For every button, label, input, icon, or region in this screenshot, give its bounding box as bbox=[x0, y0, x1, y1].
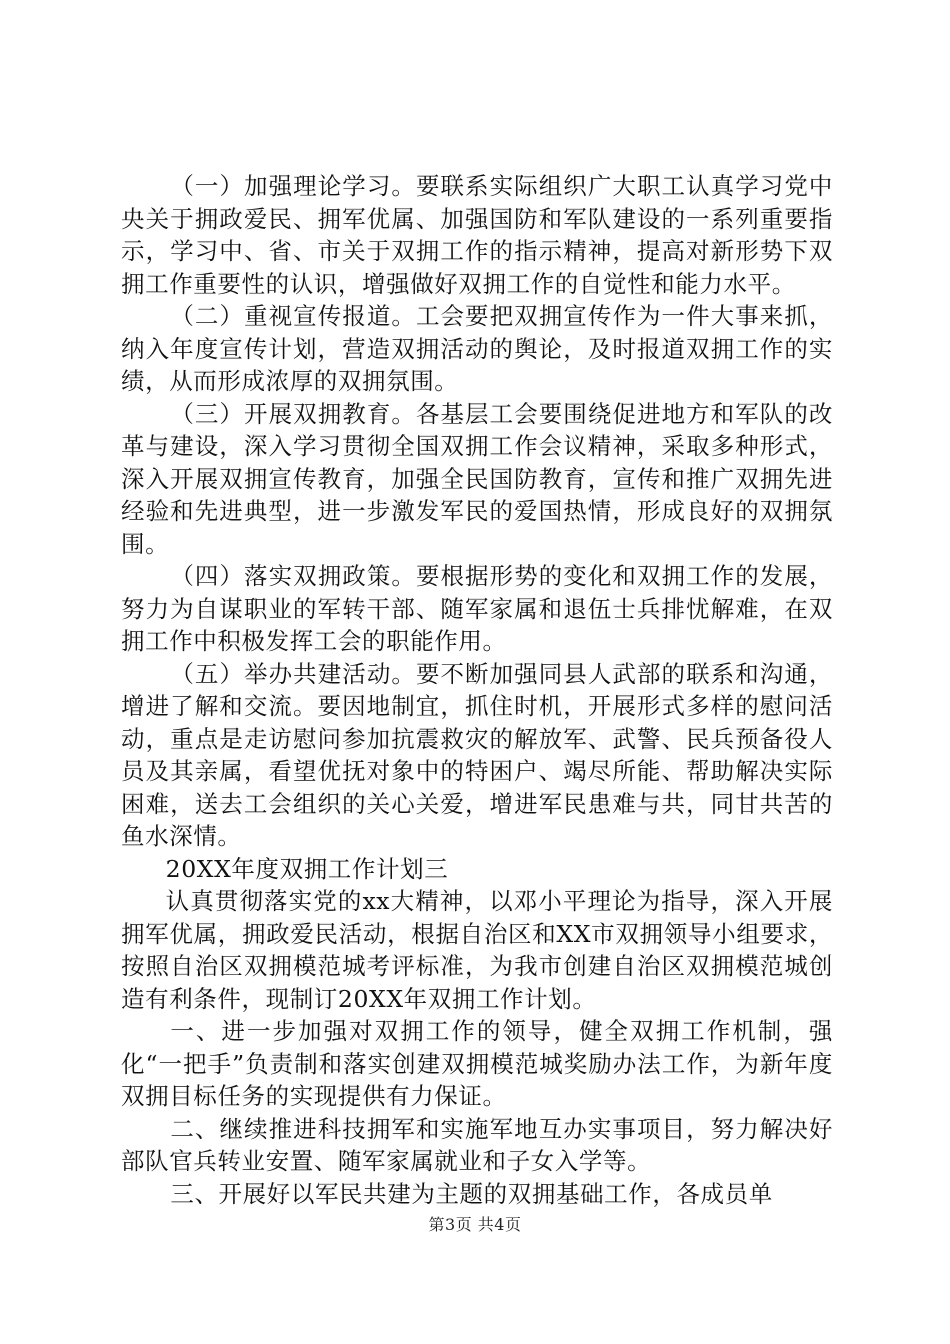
paragraph-joint-activities: （五）举办共建活动。要不断加强同县人武部的联系和沟通，增进了解和交流。要因地制宜，抓住时机，开展形式多样的慰问活动，重点是走访慰问参加抗震救灾的解放军、武警、民兵预备役人员及其亲属，看望优抚对象中的特困户、竭尽所能、帮助解决实际困难，送去工会组织的关心关爱，增进军民患难与共，同甘共苦的鱼水深情。 bbox=[121, 659, 833, 850]
paragraph-policy: （四）落实双拥政策。要根据形势的变化和双拥工作的发展，努力为自谋职业的军转干部、随军家属和退伍士兵排忧解难，在双拥工作中积极发挥工会的职能作用。 bbox=[121, 562, 833, 655]
paragraph-item-two: 二、继续推进科技拥军和实施军地互办实事项目，努力解决好部队官兵转业安置、随军家属就业和子女入学等。 bbox=[121, 1114, 833, 1175]
paragraph-item-three: 三、开展好以军民共建为主题的双拥基础工作，各成员单 bbox=[170, 1179, 773, 1208]
paragraph-theory-study: （一）加强理论学习。要联系实际组织广大职工认真学习党中央关于拥政爱民、拥军优属、加强国防和军队建设的一系列重要指示，学习中、省、市关于双拥工作的指示精神，提高对新形势下双拥工作重要性的认识，增强做好双拥工作的自觉性和能力水平。 bbox=[121, 172, 833, 298]
paragraph-education: （三）开展双拥教育。各基层工会要围绕促进地方和军队的改革与建设，深入学习贯彻全国双拥工作会议精神，采取多种形式，深入开展双拥宣传教育，加强全民国防教育，宣传和推广双拥先进经验和先进典型，进一步激发军民的爱国热情，形成良好的双拥氛围。 bbox=[121, 399, 833, 558]
paragraph-publicity: （二）重视宣传报道。工会要把双拥宣传作为一件大事来抓，纳入年度宣传计划，营造双拥活动的舆论，及时报道双拥工作的实绩，从而形成浓厚的双拥氛围。 bbox=[121, 302, 833, 395]
page-number: 第3页 共4页 bbox=[428, 1215, 522, 1234]
paragraph-introduction: 认真贯彻落实党的xx大精神，以邓小平理论为指导，深入开展拥军优属，拥政爱民活动，根据自治区和XX市双拥领导小组要求，按照自治区双拥模范城考评标准，为我市创建自治区双拥模范城创造有利条件，现制订20XX年双拥工作计划。 bbox=[121, 887, 833, 1013]
section-heading: 20XX年度双拥工作计划三 bbox=[165, 854, 449, 883]
paragraph-item-one: 一、进一步加强对双拥工作的领导，健全双拥工作机制，强化“一把手”负责制和落实创建双拥模范城奖励办法工作，为新年度双拥目标任务的实现提供有力保证。 bbox=[121, 1017, 833, 1110]
document-body bbox=[121, 170, 833, 1210]
